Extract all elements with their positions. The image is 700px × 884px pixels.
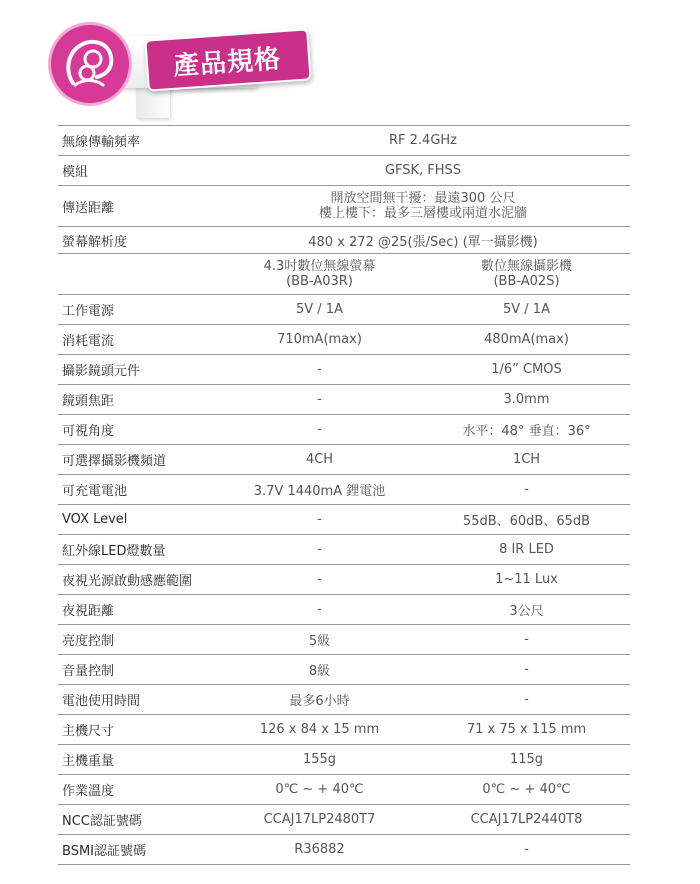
camera-value: 水平：48° 垂直：36°	[423, 415, 630, 445]
camera-value: -	[423, 685, 630, 715]
row-value: GFSK, FHSS	[216, 156, 630, 186]
monitor-value: -	[216, 565, 423, 595]
row-label: 夜視距離	[58, 595, 216, 625]
table-row	[58, 445, 630, 475]
camera-value: -	[423, 655, 630, 685]
camera-model: (BB-A02S)	[493, 274, 560, 289]
camera-value: -	[423, 625, 630, 655]
table-row	[58, 505, 630, 535]
row-value: 480 x 272 @25(張/Sec) (單一攝影機)	[216, 227, 630, 254]
camera-value: 71 x 75 x 115 mm	[423, 715, 630, 745]
row-label: NCC認証號碼	[58, 805, 216, 835]
camera-value: -	[423, 475, 630, 505]
row-label: BSMI認証號碼	[58, 835, 216, 865]
monitor-value: -	[216, 535, 423, 565]
row-label: 紅外線LED燈數量	[58, 535, 216, 565]
row-label: 亮度控制	[58, 625, 216, 655]
camera-value: 1CH	[423, 445, 630, 475]
table-row	[58, 715, 630, 745]
monitor-model: (BB-A03R)	[286, 274, 353, 289]
row-label: 夜視光源啟動感應範圍	[58, 565, 216, 595]
row-label: VOX Level	[58, 505, 216, 535]
spec-row-range	[58, 186, 630, 227]
monitor-value: CCAJ17LP2480T7	[216, 805, 423, 835]
table-row	[58, 685, 630, 715]
monitor-value: 126 x 84 x 15 mm	[216, 715, 423, 745]
table-row	[58, 535, 630, 565]
column-header-monitor	[216, 254, 423, 295]
camera-value: 3.0mm	[423, 385, 630, 415]
monitor-value: 5V / 1A	[216, 295, 423, 325]
row-label: 主機尺寸	[58, 715, 216, 745]
column-header-blank	[58, 254, 216, 295]
row-label: 模組	[58, 156, 216, 186]
table-row	[58, 835, 630, 865]
monitor-value: 0℃ ~ + 40℃	[216, 775, 423, 805]
row-label: 主機重量	[58, 745, 216, 775]
mother-baby-logo-icon	[48, 22, 132, 106]
spec-table	[58, 125, 630, 865]
row-label: 無線傳輸頻率	[58, 126, 216, 156]
table-row	[58, 355, 630, 385]
row-label: 螢幕解析度	[58, 227, 216, 254]
row-label: 可充電電池	[58, 475, 216, 505]
column-header-camera	[423, 254, 630, 295]
table-row	[58, 385, 630, 415]
table-row	[58, 325, 630, 355]
table-row	[58, 565, 630, 595]
table-row	[58, 655, 630, 685]
row-label: 鏡頭焦距	[58, 385, 216, 415]
camera-value: -	[423, 835, 630, 865]
camera-value: 480mA(max)	[423, 325, 630, 355]
row-label: 作業溫度	[58, 775, 216, 805]
row-value: RF 2.4GHz	[216, 126, 630, 156]
page-header	[48, 14, 308, 114]
row-label: 攝影鏡頭元件	[58, 355, 216, 385]
camera-value: 0℃ ~ + 40℃	[423, 775, 630, 805]
monitor-value: 3.7V 1440mA 鋰電池	[216, 475, 423, 505]
monitor-value: 5級	[216, 625, 423, 655]
table-row	[58, 805, 630, 835]
table-row	[58, 475, 630, 505]
monitor-value: R36882	[216, 835, 423, 865]
monitor-value: 710mA(max)	[216, 325, 423, 355]
table-row	[58, 415, 630, 445]
monitor-value: -	[216, 505, 423, 535]
monitor-value: -	[216, 415, 423, 445]
row-label: 可視角度	[58, 415, 216, 445]
camera-value: 3公尺	[423, 595, 630, 625]
row-label: 電池使用時間	[58, 685, 216, 715]
range-line-2: 樓上樓下：最多三層樓或兩道水泥牆	[318, 206, 527, 221]
page-title: 產品規格	[172, 44, 283, 82]
row-label: 音量控制	[58, 655, 216, 685]
camera-name: 數位無線攝影機	[480, 259, 572, 274]
monitor-value: 最多6小時	[216, 685, 423, 715]
camera-value: 8 IR LED	[423, 535, 630, 565]
monitor-value: 155g	[216, 745, 423, 775]
spec-row-resolution	[58, 227, 630, 254]
spec-row-module	[58, 156, 630, 186]
monitor-name: 4.3吋數位無線螢幕	[263, 259, 376, 274]
range-line-1: 開放空間無干擾：最遠300 公尺	[330, 191, 516, 206]
monitor-value: -	[216, 385, 423, 415]
camera-value: 115g	[423, 745, 630, 775]
row-label: 消耗電流	[58, 325, 216, 355]
column-header-row	[58, 254, 630, 295]
table-row	[58, 775, 630, 805]
camera-value: 5V / 1A	[423, 295, 630, 325]
camera-value: 1/6” CMOS	[423, 355, 630, 385]
monitor-value: 4CH	[216, 445, 423, 475]
table-row	[58, 625, 630, 655]
table-row	[58, 295, 630, 325]
camera-value: CCAJ17LP2440T8	[423, 805, 630, 835]
camera-value: 1~11 Lux	[423, 565, 630, 595]
monitor-value: -	[216, 595, 423, 625]
row-label: 傳送距離	[58, 186, 216, 227]
table-row	[58, 595, 630, 625]
row-label: 工作電源	[58, 295, 216, 325]
monitor-value: 8級	[216, 655, 423, 685]
monitor-value: -	[216, 355, 423, 385]
row-label: 可選擇攝影機頻道	[58, 445, 216, 475]
camera-value: 55dB、60dB、65dB	[423, 505, 630, 535]
table-row	[58, 745, 630, 775]
row-value	[216, 186, 630, 227]
spec-row-frequency	[58, 126, 630, 156]
